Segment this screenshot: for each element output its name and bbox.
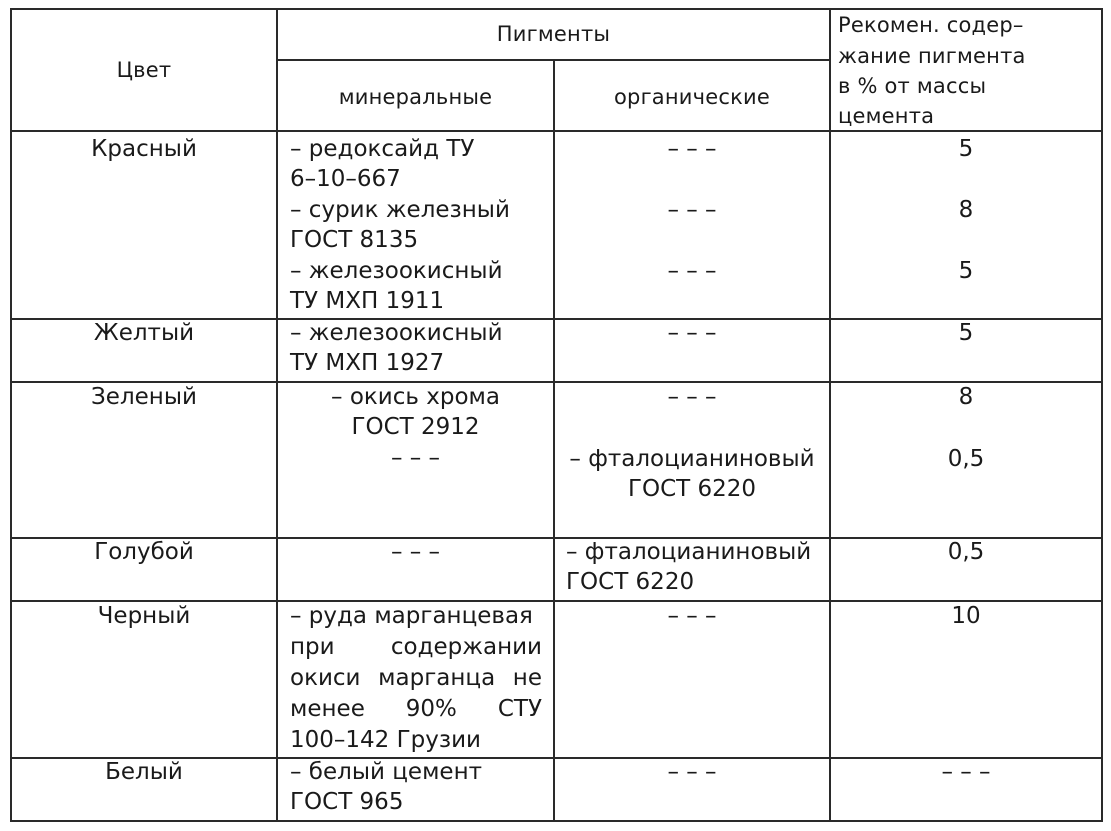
mineral-line: ГОСТ 8135 [290, 227, 419, 253]
header-color: Цвет [116, 58, 172, 82]
organic-line: – фталоцианиновый [566, 539, 812, 565]
organic-line: – фталоцианиновый [569, 446, 815, 472]
organic-dash: – – – [667, 136, 717, 162]
content-dash: – – – [941, 759, 991, 785]
mineral-line: ТУ МХП 1911 [290, 288, 445, 314]
header-content-line: жание пигмента [838, 44, 1026, 68]
color-cell: Черный [97, 603, 191, 629]
mineral-line: – белый цемент [290, 759, 483, 785]
column-divider [553, 59, 555, 822]
organic-dash: – – – [667, 384, 717, 410]
color-cell: Красный [91, 136, 197, 162]
color-cell: Белый [105, 759, 183, 785]
mineral-line: – сурик железный [290, 197, 510, 223]
mineral-line: ГОСТ 2912 [351, 414, 480, 440]
content-value: 0,5 [947, 539, 985, 565]
column-divider [829, 8, 831, 822]
color-cell: Голубой [94, 539, 194, 565]
organic-dash: – – – [667, 258, 717, 284]
header-bottom-border [10, 130, 1103, 132]
content-value: 5 [958, 320, 974, 346]
header-content-line: Рекомен. содер– [838, 13, 1024, 37]
content-value: 8 [958, 384, 974, 410]
mineral-line: – руда марганцевая [290, 603, 533, 629]
mineral-line: при содержании [290, 634, 542, 660]
organic-dash: – – – [667, 759, 717, 785]
mineral-line: ТУ МХП 1927 [290, 350, 445, 376]
organic-line: ГОСТ 6220 [627, 476, 757, 502]
mineral-line: менее 90% СТУ [290, 696, 542, 722]
table-left-border [10, 8, 12, 822]
mineral-line: окиси марганца не [290, 665, 542, 691]
header-pigments: Пигменты [496, 22, 611, 46]
mineral-line: – окись хрома [331, 384, 500, 410]
organic-dash: – – – [667, 197, 717, 223]
table-bottom-border [10, 820, 1103, 822]
content-value: 5 [958, 258, 974, 284]
header-organic: органические [614, 85, 770, 109]
mineral-line: – железоокисный [290, 320, 503, 346]
header-content-line: цемента [838, 104, 935, 128]
mineral-line: ГОСТ 965 [290, 789, 404, 815]
mineral-line: – железоокисный [290, 258, 503, 284]
header-content-line: в % от массы [838, 74, 987, 98]
content-value: 10 [951, 603, 981, 629]
table-right-border [1101, 8, 1103, 822]
organic-dash: – – – [667, 603, 717, 629]
mineral-line: 100–142 Грузии [290, 727, 481, 753]
mineral-dash: – – – [390, 445, 441, 471]
color-cell: Зеленый [91, 384, 197, 410]
organic-line: ГОСТ 6220 [566, 569, 695, 595]
header-mineral: минеральные [338, 85, 493, 109]
color-cell: Желтый [93, 320, 195, 346]
content-value: 8 [958, 197, 974, 223]
mineral-dash: – – – [390, 539, 441, 565]
mineral-line: – редоксайд ТУ [290, 136, 475, 162]
content-value: 0,5 [947, 446, 985, 472]
mineral-line: 6–10–667 [290, 166, 401, 192]
content-value: 5 [958, 136, 974, 162]
organic-dash: – – – [667, 320, 717, 346]
